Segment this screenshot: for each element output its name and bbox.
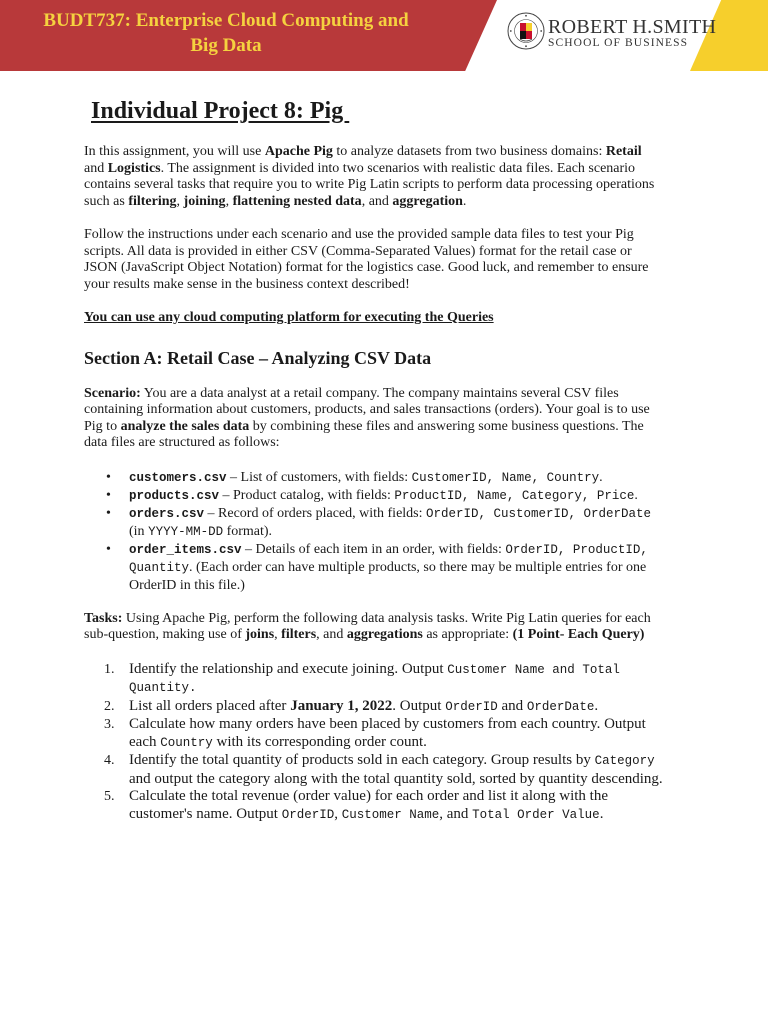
intro-bold: Retail [605, 144, 642, 159]
tasks-text: , and [316, 627, 347, 642]
file-description: – List of customers, with fields: [226, 469, 412, 485]
list-item [84, 505, 664, 541]
query-code: OrderID [281, 807, 335, 822]
file-name: orders.csv [129, 506, 205, 521]
query-code: Country [160, 735, 213, 750]
points-note: (1 Point- Each Query) [512, 627, 645, 642]
page-title: Individual Project 8: Pig [91, 98, 350, 124]
tasks-text: as appropriate: [422, 627, 513, 642]
query-number: 2. [104, 698, 115, 714]
query-text: Calculate how many orders have been placed by customers from each country. Output each [129, 716, 646, 750]
file-fields: OrderID, CustomerID, OrderDate [426, 506, 652, 521]
query-code: Total Quantity [129, 662, 620, 695]
query-text: and [497, 697, 527, 714]
query-bold: January 1, 2022 [290, 697, 393, 714]
list-item [84, 541, 664, 594]
query-text: Identify the relationship and execute joining. Output [129, 660, 448, 677]
query-text: Calculate the total revenue (order value) for each order and list it along with the customer's name. Output [129, 788, 608, 822]
query-text: and [544, 662, 583, 677]
intro-bold: flattening nested data [232, 193, 362, 209]
scenario-text: by combining these files and answering some business questions. The data files are structured as follows: [84, 418, 644, 450]
intro-paragraph [84, 144, 664, 210]
query-code: Total Order Value [472, 807, 600, 822]
query-text: , [334, 805, 342, 822]
tasks-bold: joins [245, 627, 275, 642]
school-logo-name: ROBERT H.SMITH [548, 16, 717, 38]
query-text: Identify the total quantity of products sold in each category. Group results by [129, 752, 595, 768]
query-code: OrderID [445, 699, 498, 714]
query-text: . Output [392, 697, 446, 714]
intro-text: to analyze datasets from two business domains: [332, 144, 606, 159]
query-number: 4. [104, 753, 115, 768]
bullet-icon: • [106, 505, 111, 521]
data-files-list [84, 469, 664, 594]
file-tail: . (Each order can have multiple products, so there may be multiple entries for one OrderID in this file.) [129, 559, 647, 593]
tasks-bold: filters [281, 627, 317, 642]
query-code: Category [594, 754, 655, 768]
query-number: 1. [104, 661, 115, 677]
intro-bold: filtering [128, 193, 177, 209]
file-name: products.csv [129, 488, 220, 503]
intro-text: , [225, 193, 233, 209]
file-description: – Details of each item in an order, with fields: [241, 541, 506, 557]
query-item [84, 788, 664, 824]
school-logo-subtitle: SCHOOL OF BUSINESS [548, 37, 689, 49]
scenario-text: You are a data analyst at a retail company. The company maintains several CSV files containing information about customers, products, and sales transactions (orders). Your goal is to use Pig to [84, 385, 650, 434]
file-tail: . [634, 487, 638, 503]
file-fields: ProductID, Name, Category, Price [394, 488, 635, 503]
intro-bold: Apache Pig [264, 144, 333, 159]
file-fields: OrderID, ProductID, Quantity [129, 542, 648, 575]
intro-text: . The assignment is divided into two scenarios with realistic data files. Each scenario contains several tasks that require you to write Pig Latin scripts to perform data processing operations such as [84, 160, 655, 209]
intro-bold: joining [183, 193, 226, 209]
file-name: order_items.csv [129, 542, 242, 557]
query-text: . [594, 697, 599, 714]
intro-text: , and [361, 193, 393, 209]
file-name: customers.csv [129, 470, 227, 485]
query-number: 5. [104, 789, 115, 804]
file-description: – Product catalog, with fields: [219, 487, 395, 503]
queries-list [84, 661, 664, 825]
tasks-text: , [274, 627, 282, 642]
query-code: OrderDate [526, 699, 595, 714]
tasks-bold: aggregations [346, 627, 423, 642]
query-text: . [189, 681, 197, 695]
query-item [84, 716, 664, 752]
course-title: BUDT737: Enterprise Cloud Computing and Big Data [43, 10, 409, 56]
file-description: – Record of orders placed, with fields: [204, 505, 427, 521]
query-text: and output the category along with the total quantity sold, sorted by quantity descending. [129, 770, 663, 787]
list-item [84, 469, 664, 487]
intro-bold: aggregation [392, 193, 463, 209]
query-item [84, 752, 664, 788]
university-seal-icon [507, 12, 545, 50]
intro-text: . [462, 193, 467, 209]
file-tail: format). [223, 523, 273, 539]
list-item [84, 487, 664, 505]
file-tail: (in [129, 523, 149, 539]
scenario-bold: analyze the sales data [120, 418, 250, 434]
file-tail: . [599, 469, 603, 485]
query-item [84, 661, 664, 698]
query-text: List all orders placed after [129, 697, 291, 714]
platform-note: You can use any cloud computing platform for executing the Queries [84, 310, 494, 325]
query-item [84, 698, 664, 717]
tasks-text: Using Apache Pig, perform the following data analysis tasks. Write Pig Latin queries for each sub-question, making use of [84, 610, 651, 642]
intro-text: , [176, 193, 184, 209]
page-header [0, 0, 768, 71]
query-number: 3. [104, 717, 115, 732]
scenario-paragraph [84, 386, 664, 452]
query-text: , and [439, 805, 473, 822]
tasks-label: Tasks: [84, 610, 123, 626]
bullet-icon: • [106, 469, 111, 485]
bullet-icon: • [106, 487, 111, 503]
file-fields: CustomerID, Name, Country [411, 470, 600, 485]
query-text: . [599, 805, 604, 822]
tasks-paragraph [84, 611, 664, 644]
intro-text: and [84, 160, 108, 176]
intro-bold: Logistics [107, 160, 161, 176]
date-format: YYYY-MM-DD [148, 524, 224, 539]
bullet-icon: • [106, 541, 111, 557]
instructions-paragraph: Follow the instructions under each scenario and use the provided sample data files to test your Pig scripts. All data is provided in either CSV (Comma-Separated Values) format for the retail case or JSON (JavaScript Object Notation) format for the logistics case. Good luck, and remember to ensure your results make sense in the business context described! [84, 227, 649, 292]
document-body [84, 94, 664, 824]
section-a-title: Section A: Retail Case – Analyzing CSV Data [84, 347, 432, 368]
scenario-label: Scenario: [84, 385, 141, 401]
query-code: Customer Name [341, 807, 440, 822]
intro-text: In this assignment, you will use [84, 144, 265, 159]
query-code: Customer Name [447, 662, 545, 677]
query-text: with its corresponding order count. [212, 733, 427, 750]
